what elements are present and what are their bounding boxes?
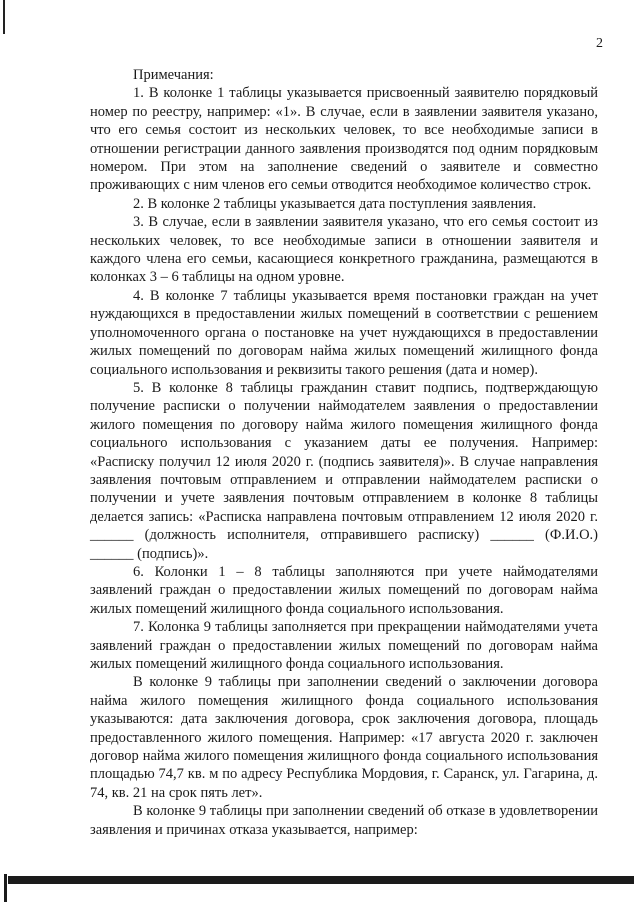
scan-corner-mark	[4, 874, 7, 902]
page-number: 2	[596, 36, 603, 51]
scan-edge-mark	[3, 0, 5, 34]
note-paragraph-8: В колонке 9 таблицы при заполнении сведений о заключении договора найма жилого помещения жилищного фонда социального использования указываются: дата заключения договора, срок заключения договора, площадь предоставленного жилого помещения. Например: «17 августа 2020 г. заключен договор найма жилого помещения жилищного фонда социального использования площадью 74,7 кв. м по адресу Республика Мордовия, г. Саранск, ул. Гагарина, д. 74, кв. 21 на срок пять лет».	[90, 674, 598, 801]
note-paragraph-4: 4. В колонке 7 таблицы указывается время постановки граждан на учет нуждающихся в предоставлении жилых помещений в соответствии с решением уполномоченного органа о постановке на учет нуждающихся в предоставлении жилых помещений по договорам найма жилых помещений жилищного фонда социального использования и реквизиты такого решения (дата и номер).	[90, 287, 598, 378]
notes-section	[90, 66, 598, 839]
note-paragraph-7: 7. Колонка 9 таблицы заполняется при прекращении наймодателями учета заявлений граждан о предоставлении жилых помещений по договорам найма жилых помещений жилищного фонда социального использования.	[90, 619, 598, 672]
note-paragraph-3: 3. В случае, если в заявлении заявителя указано, что его семья состоит из нескольких человек, то все необходимые записи в отношении заявителя и каждого члена его семьи, касающиеся конкретного гражданина, размещаются в колонках 3 – 6 таблицы на одном уровне.	[90, 214, 598, 286]
scan-bottom-bar	[8, 876, 634, 884]
note-paragraph-1: 1. В колонке 1 таблицы указывается присвоенный заявителю порядковый номер по реестру, например: «1». В случае, если в заявлении заявителя указано, что его семья состоит из нескольких человек, то все необходимые записи в отношении регистрации данного заявления производятся под одним порядковым номером. При этом на заполнение сведений о заявителе и совместно проживающих с ним членов его семьи отводится необходимое количество строк.	[90, 85, 598, 194]
note-paragraph-2: 2. В колонке 2 таблицы указывается дата поступления заявления.	[133, 195, 537, 212]
note-paragraph-5: 5. В колонке 8 таблицы гражданин ставит подпись, подтверждающую получение расписки о получении наймодателем заявления о предоставлении жилого помещения по договору найма жилого помещения жилищного фонда социального использования с указанием даты ее получения. Например: «Расписку получил 12 июля 2020 г. (подпись заявителя)». В случае направления заявления почтовым отправлением и отправлении наймодателем расписки о получении и учете заявления почтовым отправлением в колонке 8 таблицы делается запись: «Расписка направлена почтовым отправлением 12 июля 2020 г. ______ (должность исполнителя, отправившего расписку) ______ (Ф.И.О.) ______ (подпись)».	[90, 379, 598, 562]
note-paragraph-9: В колонке 9 таблицы при заполнении сведений об отказе в удовлетворении заявления и причинах отказа указывается, например:	[90, 803, 598, 838]
notes-heading: Примечания:	[133, 67, 214, 83]
note-paragraph-6: 6. Колонки 1 – 8 таблицы заполняются при учете наймодателями заявлений граждан о предоставлении жилых помещений по договорам найма жилых помещений жилищного фонда социального использования.	[90, 563, 598, 617]
